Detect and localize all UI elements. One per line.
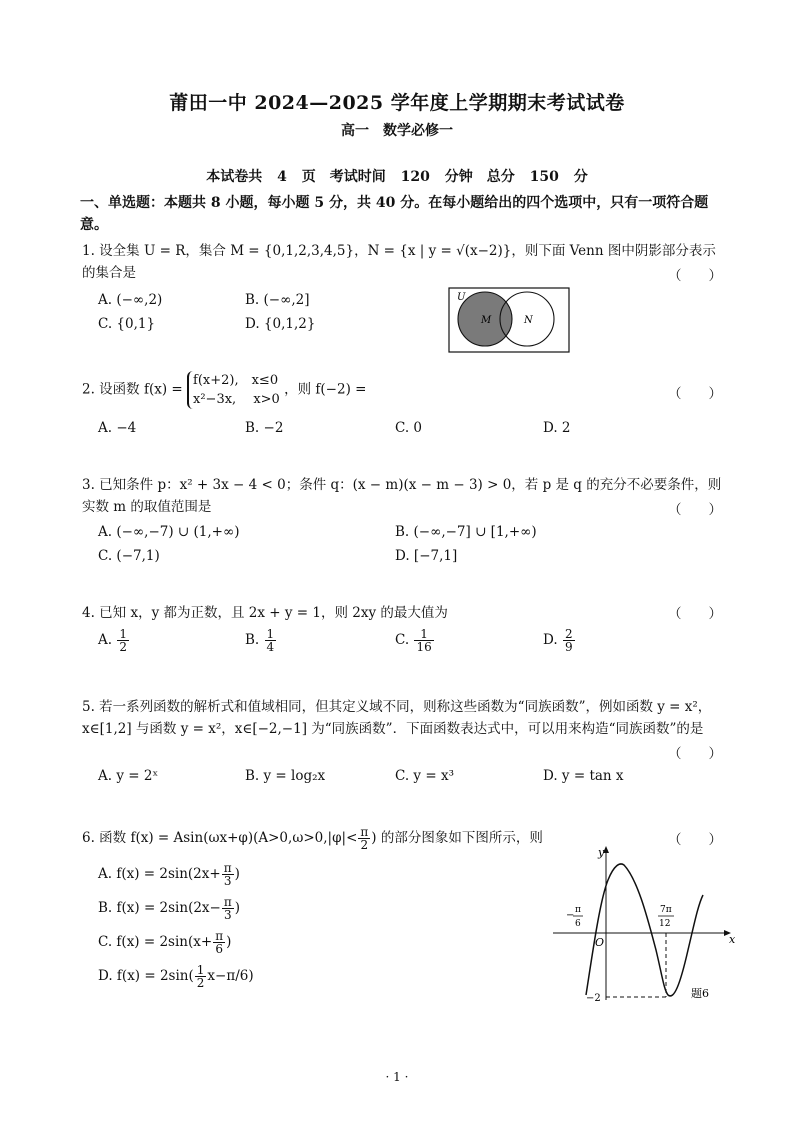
page-title: 莆田一中 2024—2025 学年度上学期期末考试试卷 <box>169 92 625 114</box>
q4-option-d-fraction: $\frac{2}{9}$ <box>564 627 573 654</box>
page-subtitle: 高一 数学必修一 <box>341 123 453 139</box>
q1-option-c: C. {0,1} <box>98 316 156 332</box>
q3-option-b: B. (−∞,−7] ∪ [1,+∞) <box>395 524 537 540</box>
q4-option-d: D. $\frac{2}{9}$ <box>543 627 573 654</box>
origin-label: O <box>595 936 605 949</box>
q2-option-c: C. 0 <box>395 420 423 436</box>
q4-option-c: C. $\frac{1}{16}$ <box>395 627 432 654</box>
answer-paren-6: （ ） <box>668 832 722 848</box>
answer-paren-5: （ ） <box>668 746 722 762</box>
q3-option-c: C. (−7,1) <box>98 548 160 564</box>
q1-option-b: B. (−∞,2] <box>245 292 310 308</box>
q2-case-2: x²−3x, x>0 <box>193 392 280 407</box>
right-mark-den: 12 <box>659 919 671 929</box>
question-1-stem: 1. 设全集 U = R，集合 M = {0,1,2,3,4,5}，N = {x | y = √(x−2)}，则下面 Venn 图中阴影部分表示的集合是 <box>82 243 716 281</box>
q2-option-a: A. −4 <box>98 420 137 436</box>
q2-case-1: f(x+2), x≤0 <box>193 373 279 388</box>
q4-option-b-fraction: $\frac{1}{4}$ <box>266 627 275 654</box>
answer-paren-2: （ ） <box>668 386 722 402</box>
q2-prefix: 2. 设函数 f(x) = <box>82 381 183 398</box>
q5-option-a: A. y = 2ˣ <box>98 768 159 784</box>
exam-info: 本试卷共 4 页 考试时间 120 分钟 总分 150 分 <box>206 169 588 185</box>
question-3-stem: 3. 已知条件 p：x² + 3x − 4 < 0；条件 q：(x − m)(x − m − 3) > 0，若 p 是 q 的充分不必要条件，则实数 m 的取值范围是 <box>82 477 722 515</box>
question-2-stem <box>82 371 722 409</box>
question-4-stem: 4. 已知 x，y 都为正数，且 2x + y = 1，则 2xy 的最大值为 <box>82 605 448 621</box>
q4-option-c-fraction: $\frac{1}{16}$ <box>416 627 432 654</box>
venn-label-u: U <box>457 292 466 303</box>
q6-option-d: D. f(x) = 2sin( $\frac{1}{2}$ x−π/6) <box>98 963 254 990</box>
q5-option-d: D. y = tan x <box>543 768 624 784</box>
section-heading: 一、单选题：本题共 8 小题，每小题 5 分，共 40 分。在每小题给出的四个选项中，只有一项符合题意。 <box>80 195 709 233</box>
q2-option-d: D. 2 <box>543 420 571 436</box>
graph-caption: 题6 <box>691 987 709 1000</box>
q6-option-c: C. f(x) = 2sin(x+ $\frac{\pi}{6}$ ) <box>98 929 232 956</box>
q6-stem-fraction: $\frac{\pi}{2}$ <box>360 825 369 852</box>
venn-label-n: N <box>524 315 533 326</box>
q3-option-d: D. [−7,1] <box>395 548 458 564</box>
right-mark-num: 7π <box>660 905 672 915</box>
answer-paren-1: （ ） <box>668 268 722 284</box>
q3-option-a: A. (−∞,−7) ∪ (1,+∞) <box>98 524 240 540</box>
q1-option-d: D. {0,1,2} <box>245 316 316 332</box>
min-value-label: −2 <box>586 993 601 1004</box>
answer-paren-3: （ ） <box>668 502 722 518</box>
venn-diagram <box>448 287 572 355</box>
y-axis-label: y <box>598 846 605 859</box>
q2-suffix: ，则 f(−2) = <box>284 381 367 398</box>
page-number: · 1 · <box>385 1070 409 1084</box>
q5-option-c: C. y = x³ <box>395 768 454 784</box>
q4-option-a-fraction: $\frac{1}{2}$ <box>119 627 127 654</box>
q6-option-b: B. f(x) = 2sin(2x− $\frac{\pi}{3}$ ) <box>98 895 241 922</box>
q6-sine-graph <box>548 840 738 1010</box>
venn-label-m: M <box>481 315 492 326</box>
question-6-stem: 6. 函数 f(x) = Asin(ωx+φ)(A>0,ω>0,|φ|< $\frac{\pi}{2}$ ) 的部分图象如下图所示，则 <box>82 825 543 852</box>
q5-option-b: B. y = log₂x <box>245 768 326 784</box>
x-axis-label: x <box>729 933 736 946</box>
sine-curve <box>586 864 703 996</box>
q4-option-a: A. $\frac{1}{2}$ <box>98 627 127 654</box>
left-mark-sign: − <box>566 910 575 921</box>
q6-option-a: A. f(x) = 2sin(2x+ $\frac{\pi}{3}$ ) <box>98 861 240 888</box>
q2-piecewise <box>187 371 280 409</box>
question-5-stem: 5. 若一系列函数的解析式和值域相同，但其定义域不同，则称这些函数为“同族函数”，例如函数 y = x²，x∈[1,2] 与函数 y = x²，x∈[−2,−1] 为“同族函数”．下面函数表达式中，可以用来构造“同族函数”的是 <box>82 699 712 737</box>
q4-option-b: B. $\frac{1}{4}$ <box>245 627 275 654</box>
left-mark-num: π <box>575 905 581 915</box>
q2-option-b: B. −2 <box>245 420 284 436</box>
q1-option-a: A. (−∞,2) <box>98 292 163 308</box>
left-mark-den: 6 <box>575 919 581 929</box>
answer-paren-4: （ ） <box>668 606 722 622</box>
